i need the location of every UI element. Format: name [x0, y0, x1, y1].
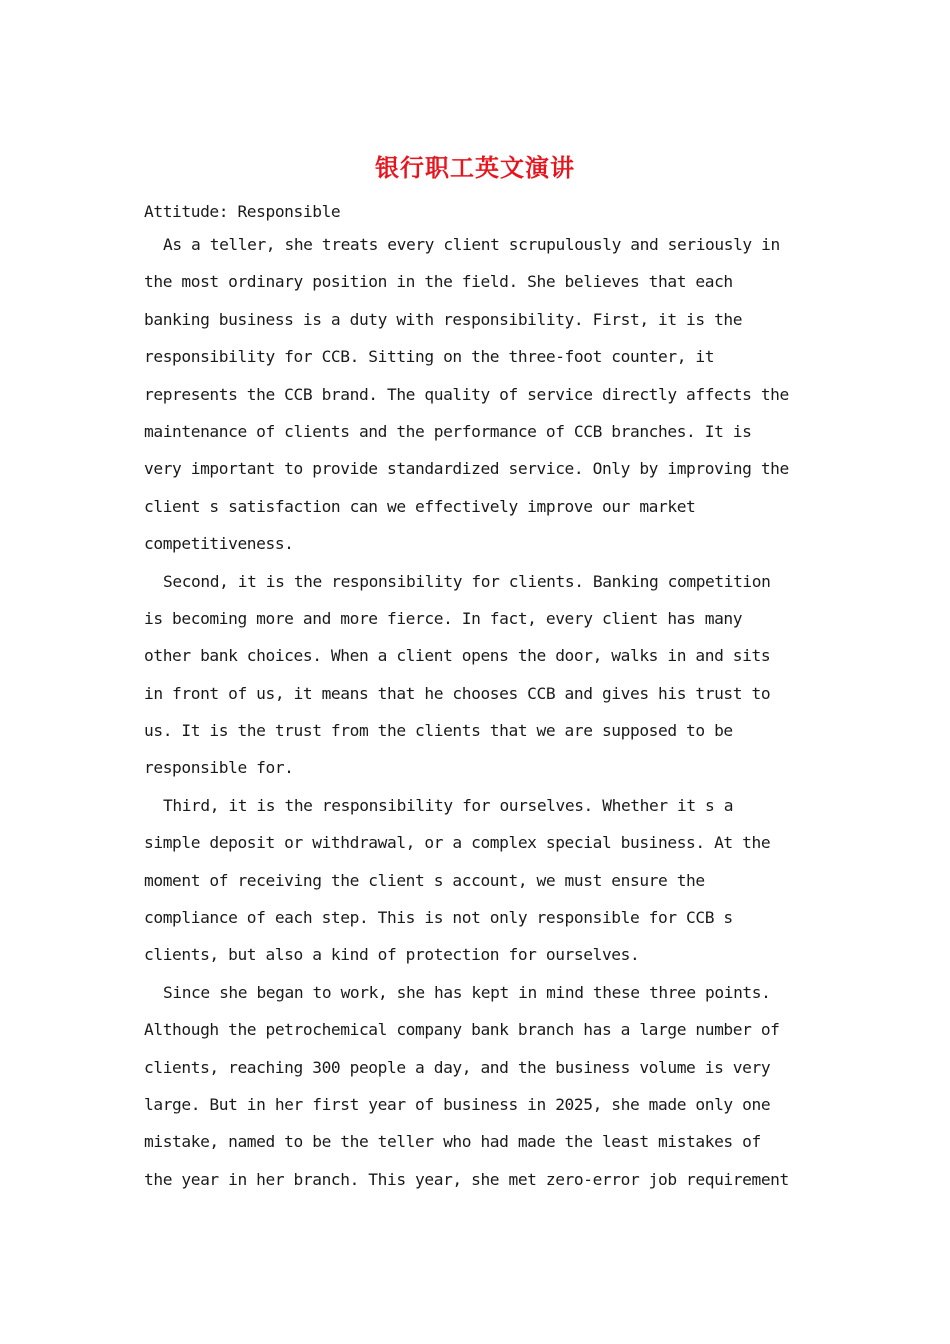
text-line: simple deposit or withdrawal, or a complex special business. At the	[144, 833, 771, 853]
text-line: Second, it is the responsibility for clients. Banking competition	[163, 571, 771, 591]
text-line: Although the petrochemical company bank branch has a large number of	[144, 1020, 780, 1040]
text-line: the most ordinary position in the field. She believes that each	[144, 272, 733, 292]
text-line: other bank choices. When a client opens the door, walks in and sits	[144, 646, 771, 666]
text-line: represents the CCB brand. The quality of service directly affects the	[144, 384, 789, 404]
text-line: the year in her branch. This year, she met zero-error job requirement	[144, 1169, 789, 1189]
document-body	[144, 198, 814, 1198]
text-line: mistake, named to be the teller who had made the least mistakes of	[144, 1132, 761, 1152]
text-line: very important to provide standardized service. Only by improving the	[144, 459, 789, 479]
text-line: maintenance of clients and the performance of CCB branches. It is	[144, 421, 752, 441]
text-line: As a teller, she treats every client scrupulously and seriously in	[163, 235, 780, 254]
text-line: clients, reaching 300 people a day, and the business volume is very	[144, 1057, 771, 1077]
document-title: 银行职工英文演讲	[375, 153, 575, 182]
text-line: in front of us, it means that he chooses CCB and gives his trust to	[144, 683, 771, 703]
paragraph-3	[144, 787, 814, 974]
text-line: Third, it is the responsibility for ourselves. Whether it s a	[163, 795, 734, 815]
text-line: responsible for.	[144, 758, 294, 778]
text-line: client s satisfaction can we effectively improve our market	[144, 496, 696, 516]
text-line: compliance of each step. This is not only responsible for CCB s	[144, 908, 733, 928]
section-heading: Attitude: Responsible	[144, 202, 341, 221]
text-line: large. But in her first year of business in 2025, she made only one	[144, 1094, 771, 1114]
text-line: competitiveness.	[144, 534, 294, 554]
text-line: responsibility for CCB. Sitting on the three-foot counter, it	[144, 347, 715, 367]
paragraph-1	[144, 226, 814, 563]
text-line: Since she began to work, she has kept in mind these three points.	[163, 982, 771, 1002]
text-line: clients, but also a kind of protection for ourselves.	[144, 945, 640, 965]
text-line: is becoming more and more fierce. In fact, every client has many	[144, 608, 743, 628]
paragraph-4	[144, 974, 814, 1198]
text-line: moment of receiving the client s account, we must ensure the	[144, 870, 705, 890]
paragraph-2	[144, 563, 814, 787]
text-line: banking business is a duty with responsibility. First, it is the	[144, 309, 743, 329]
text-line: us. It is the trust from the clients that we are supposed to be	[144, 721, 733, 741]
